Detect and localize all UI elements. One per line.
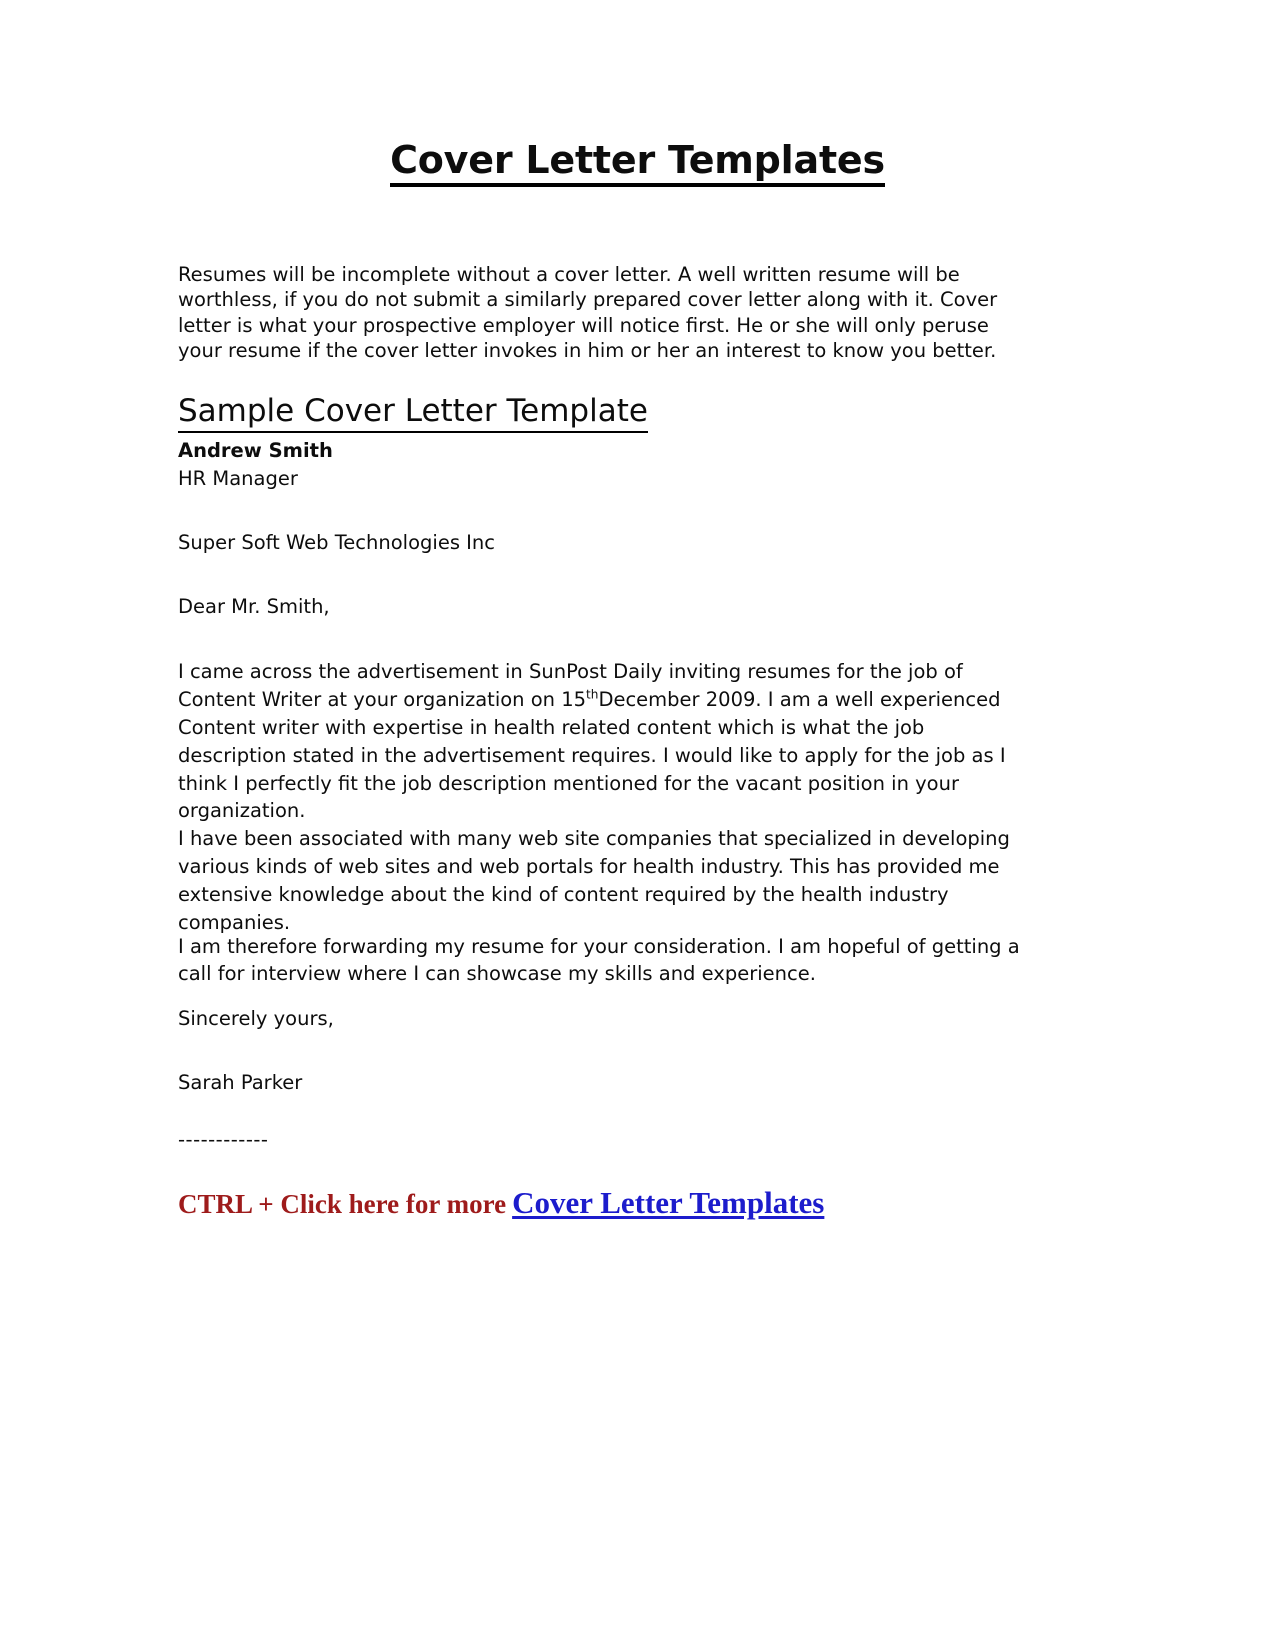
section-heading-text: Sample Cover Letter Template <box>178 394 648 433</box>
recipient-name: Andrew Smith <box>178 439 333 462</box>
section-heading <box>178 394 648 433</box>
intro-paragraph: Resumes will be incomplete without a cover letter. A well written resume will be worthless, if you do not submit a similarly prepared cover letter along with it. Cover letter is what your prospective employer will notice first. He or she will only peruse your resume if the cover letter invokes in him or her an interest to know you better. <box>178 263 998 363</box>
page-title-text: Cover Letter Templates <box>390 141 885 187</box>
body-paragraph-2: I have been associated with many web site companies that specialized in developing various kinds of web sites and web portals for health industry. This has provided me extensive knowledge about the kind of content required by the health industry companies. <box>178 827 1010 934</box>
cover-letter-templates-link[interactable]: Cover Letter Templates <box>512 1185 825 1220</box>
signature-name: Sarah Parker <box>178 1071 303 1094</box>
cta-prefix-text: CTRL + Click here for more <box>178 1189 507 1219</box>
ordinal-superscript: th <box>586 687 599 702</box>
signoff: Sincerely yours, <box>178 1007 334 1030</box>
recipient-job-title: HR Manager <box>178 467 298 490</box>
body-paragraph-1 <box>178 658 1030 825</box>
body-paragraph-3: I am therefore forwarding my resume for your consideration. I am hopeful of getting a call for interview where I can showcase my skills and experience. <box>178 934 1020 986</box>
cta-line <box>178 1185 824 1221</box>
recipient-company: Super Soft Web Technologies Inc <box>178 531 496 554</box>
letter-body <box>178 658 1030 937</box>
divider-dashes: ------------ <box>178 1128 269 1151</box>
body-paragraph-1-before-superscript: I came across the advertisement in SunPost Daily inviting resumes for the job of Content Writer at your organization on 15 <box>178 660 963 711</box>
salutation: Dear Mr. Smith, <box>178 595 330 618</box>
body-paragraph-1-after-superscript: December 2009. I am a well experienced Content writer with expertise in health related content which is what the job description stated in the advertisement requires. I would like to apply for the job as I think I perfectly fit the job description mentioned for the vacant position in your organization. <box>178 687 1006 823</box>
page-title <box>0 138 1275 187</box>
letter-closing-paragraph <box>178 913 1030 1008</box>
